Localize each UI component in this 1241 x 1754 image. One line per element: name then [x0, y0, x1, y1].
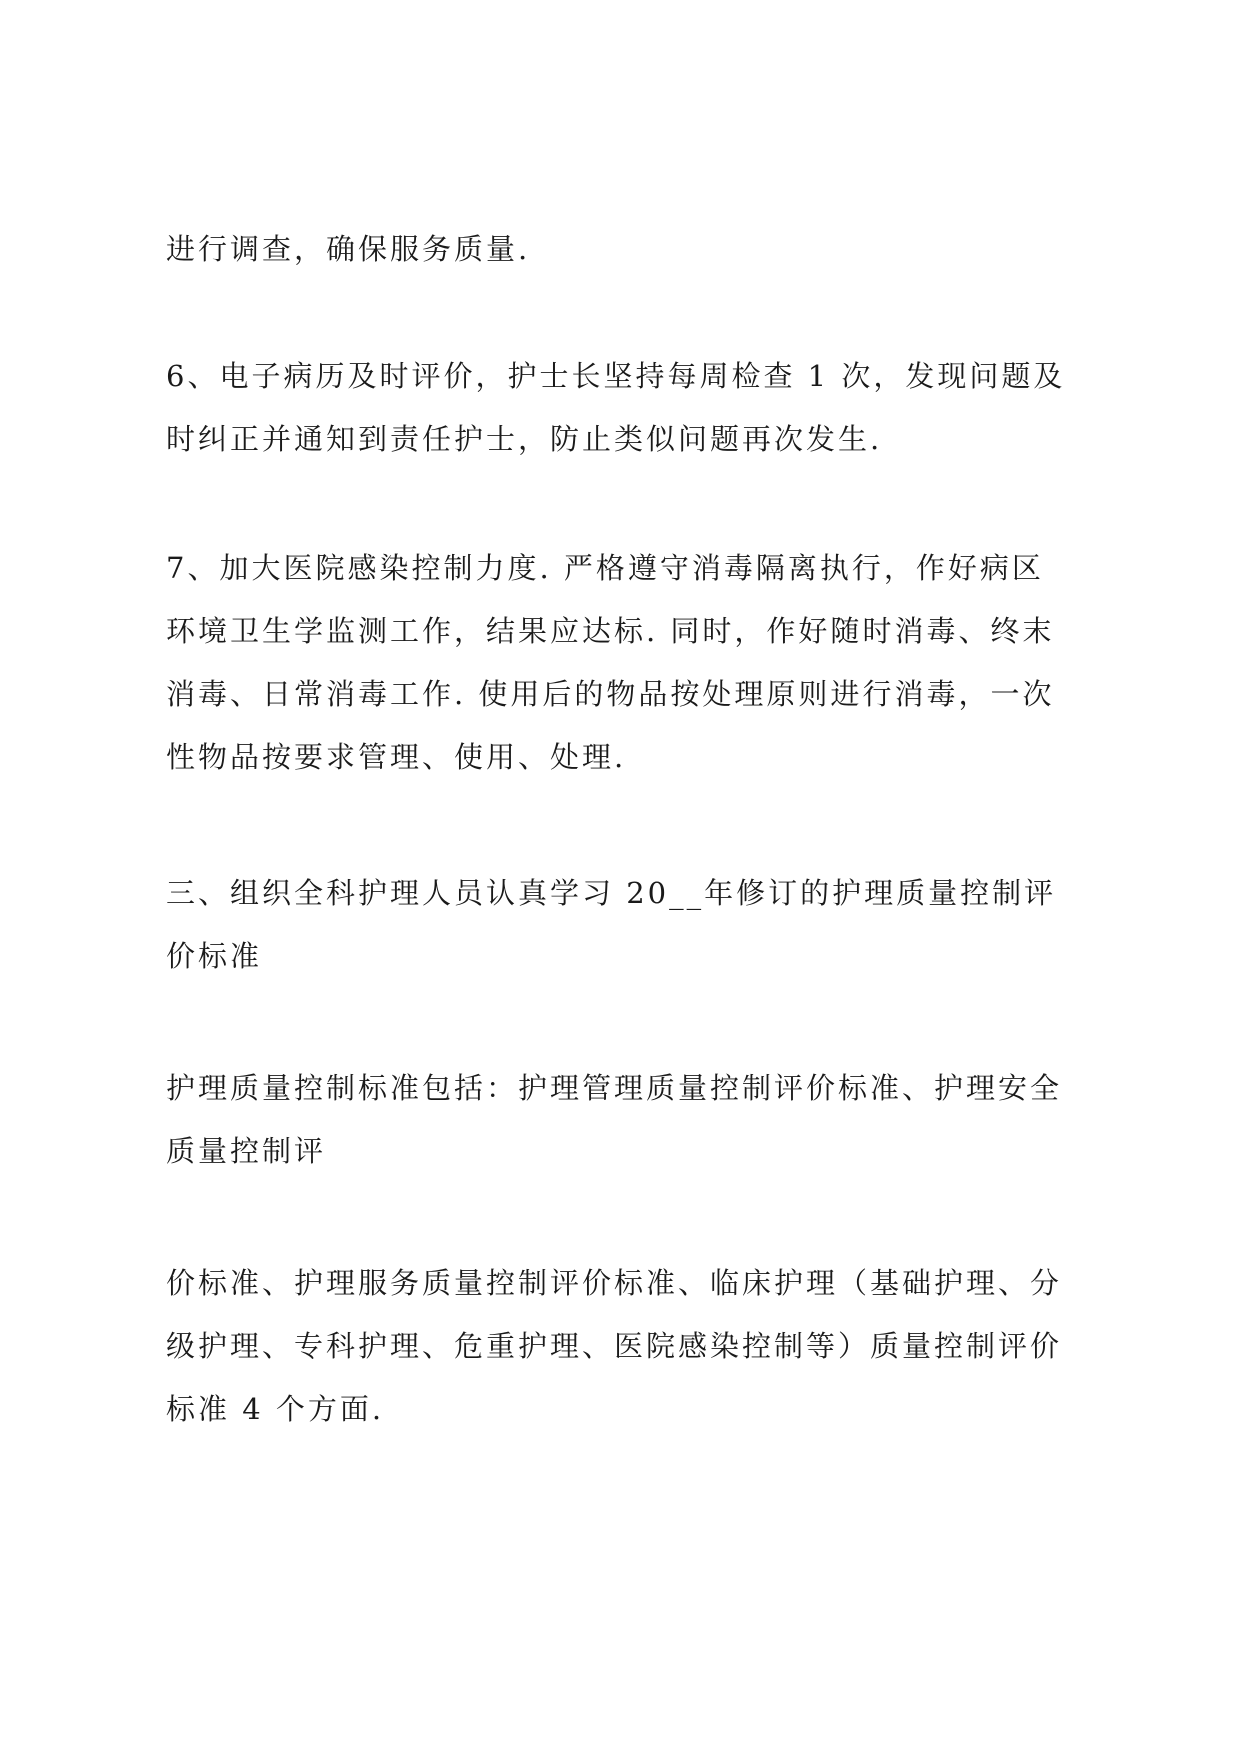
text-line: 价标准	[166, 939, 263, 973]
text-line: 进行调查，确保服务质量.	[166, 232, 531, 266]
text-line: 消毒、日常消毒工作. 使用后的物品按处理原则进行消毒，一次	[166, 677, 1055, 711]
paragraph-standards-intro	[166, 1057, 1106, 1183]
text-line: 护理质量控制标准包括：护理管理质量控制评价标准、护理安全	[166, 1071, 1063, 1105]
text-line: 性物品按要求管理、使用、处理.	[166, 740, 627, 774]
text-line: 6、电子病历及时评价，护士长坚持每周检查 1 次，发现问题及	[166, 359, 1066, 393]
text-line: 价标准、护理服务质量控制评价标准、临床护理（基础护理、分	[166, 1266, 1063, 1300]
paragraph-item-7	[166, 537, 1106, 789]
text-line: 质量控制评	[166, 1134, 327, 1168]
text-line: 7、加大医院感染控制力度. 严格遵守消毒隔离执行，作好病区	[166, 551, 1044, 585]
text-line: 级护理、专科护理、危重护理、医院感染控制等）质量控制评价	[166, 1329, 1063, 1363]
section-heading-three	[166, 862, 1106, 988]
text-line: 环境卫生学监测工作，结果应达标. 同时，作好随时消毒、终末	[166, 614, 1055, 648]
paragraph-service-quality	[166, 218, 1106, 281]
paragraph-item-6	[166, 345, 1106, 471]
text-line: 标准 4 个方面.	[166, 1392, 385, 1426]
paragraph-standards-list	[166, 1252, 1106, 1441]
text-line: 三、组织全科护理人员认真学习 20__年修订的护理质量控制评	[166, 876, 1057, 910]
text-line: 时纠正并通知到责任护士，防止类似问题再次发生.	[166, 422, 883, 456]
